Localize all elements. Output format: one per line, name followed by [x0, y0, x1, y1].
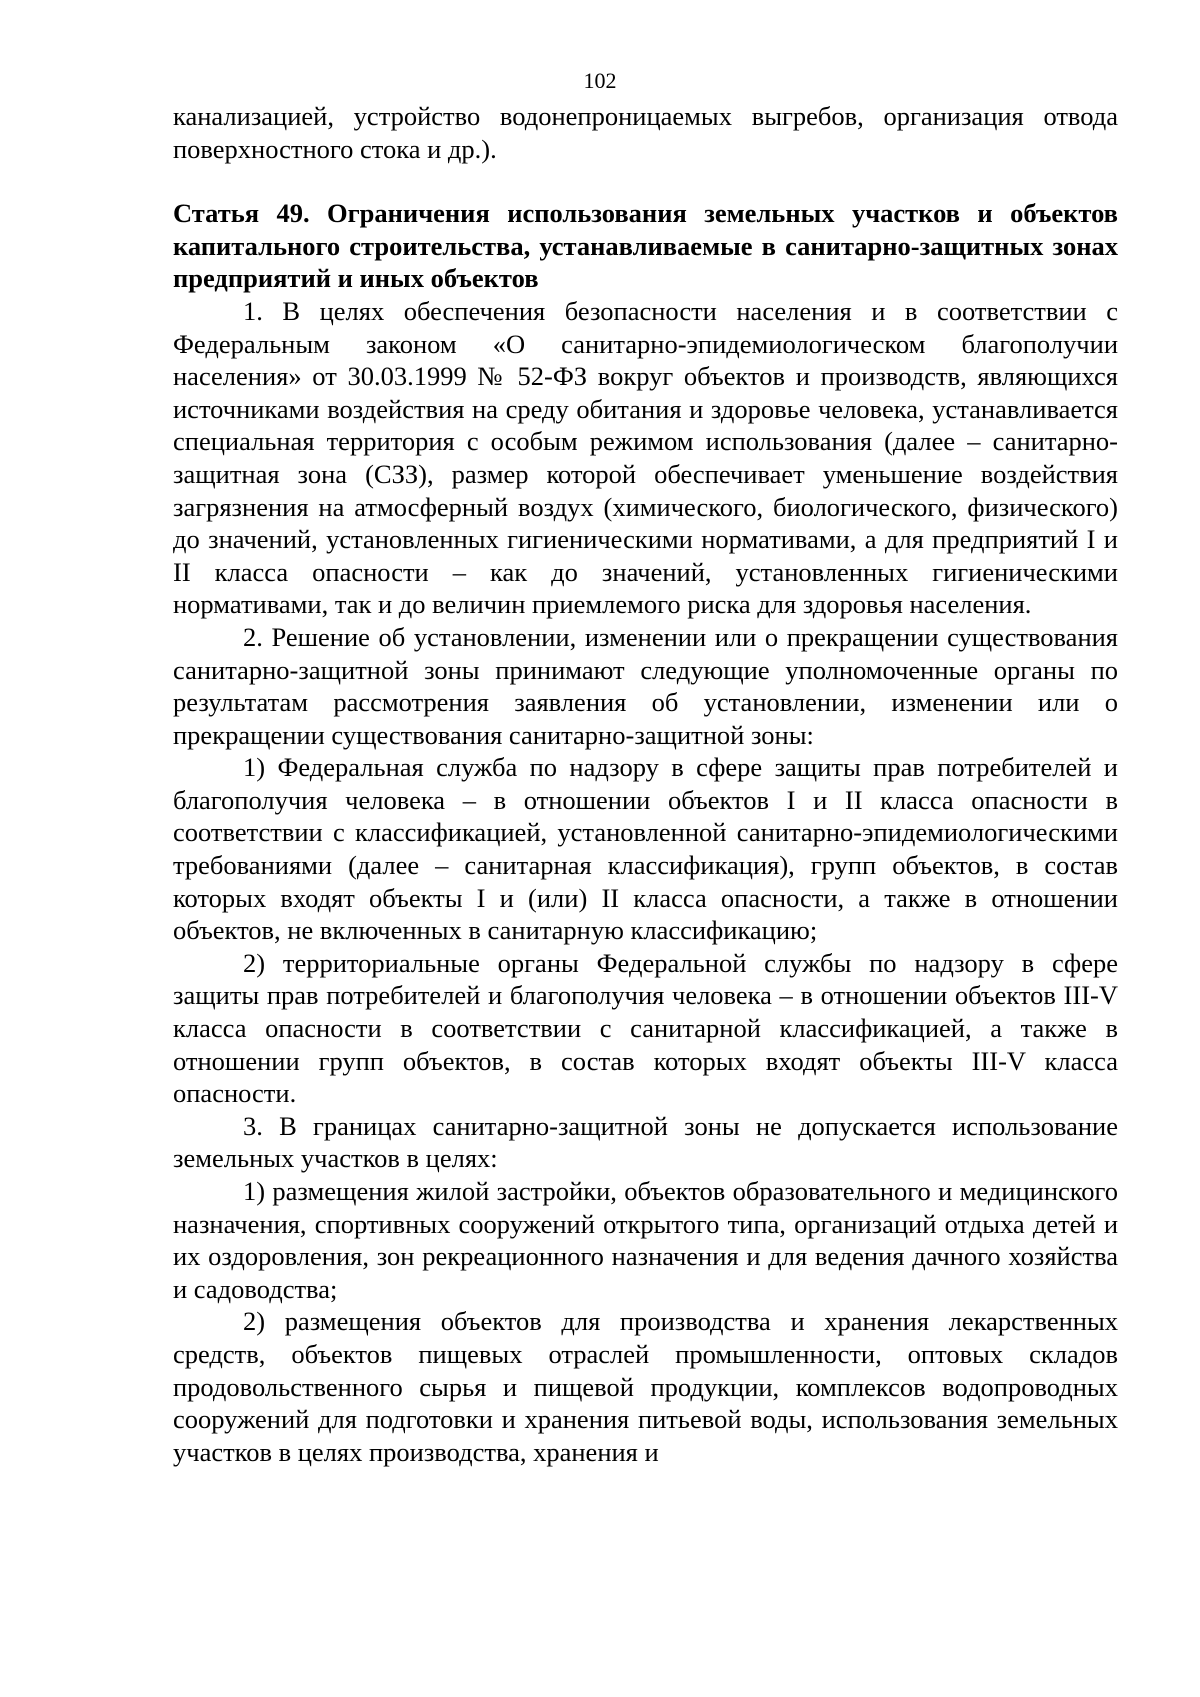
paragraph-2-item-2: 2) территориальные органы Федеральной службы по надзору в сфере защиты прав потребителей и благополучия человека – в отношении объектов III-V класса опасности в соответствии с санитарной классификацией, а также в отношении групп объектов, в состав которых входят объекты III-V класса опасности. [173, 947, 1118, 1109]
paragraph-3-item-1: 1) размещения жилой застройки, объектов образовательного и медицинского назначения, спортивных сооружений открытого типа, организаций отдыха детей и их оздоровления, зон рекреационного назначения и для ведения дачного хозяйства и садоводства; [173, 1176, 1118, 1304]
paragraph-2-item-1: 1) Федеральная служба по надзору в сфере защиты прав потребителей и благополучия человека – в отношении объектов I и II класса опасности в соответствии с классификацией, установленной санитарно-эпидемиологическими требованиями (далее – санитарная классификация), групп объектов, в состав которых входят объекты I и (или) II класса опасности, а также в отношении объектов, не включенных в санитарную классификацию; [173, 752, 1118, 946]
paragraph-2: 2. Решение об установлении, изменении или о прекращении существования санитарно-защитной зоны принимают следующие уполномоченные органы по результатам рассмотрения заявления об установлении, изменении или о прекращении существования санитарно-защитной зоны: [173, 621, 1118, 750]
document-body [173, 100, 1118, 1468]
page-number: 102 [583, 68, 617, 93]
intro-paragraph: канализацией, устройство водонепроницаемых выгребов, организация отвода поверхностного стока и др.). [173, 101, 1118, 164]
paragraph-3-item-2: 2) размещения объектов для производства и хранения лекарственных средств, объектов пищевых отраслей промышленности, оптовых складов продовольственного сырья и пищевой продукции, комплексов водопроводных сооружений для подготовки и хранения питьевой воды, использования земельных участков в целях производства, хранения и [173, 1306, 1118, 1467]
paragraph-3: 3. В границах санитарно-защитной зоны не допускается использование земельных участков в целях: [173, 1110, 1118, 1174]
article-title: Статья 49. Ограничения использования земельных участков и объектов капитального строительства, устанавливаемые в санитарно-защитных зонах предприятий и иных объектов [173, 198, 1118, 294]
paragraph-1: 1. В целях обеспечения безопасности населения и в соответствии с Федеральным законом «О санитарно-эпидемиологическом благополучии населения» от 30.03.1999 № 52-ФЗ вокруг объектов и производств, являющихся источниками воздействия на среду обитания и здоровье человека, устанавливается специальная территория с особым режимом использования (далее – санитарно-защитная зона (СЗЗ), размер которой обеспечивает уменьшение воздействия загрязнения на атмосферный воздух (химического, биологического, физического) до значений, установленных гигиеническими нормативами, а для предприятий I и II класса опасности – как до значений, установленных гигиеническими нормативами, так и до величин приемлемого риска для здоровья населения. [173, 295, 1118, 620]
